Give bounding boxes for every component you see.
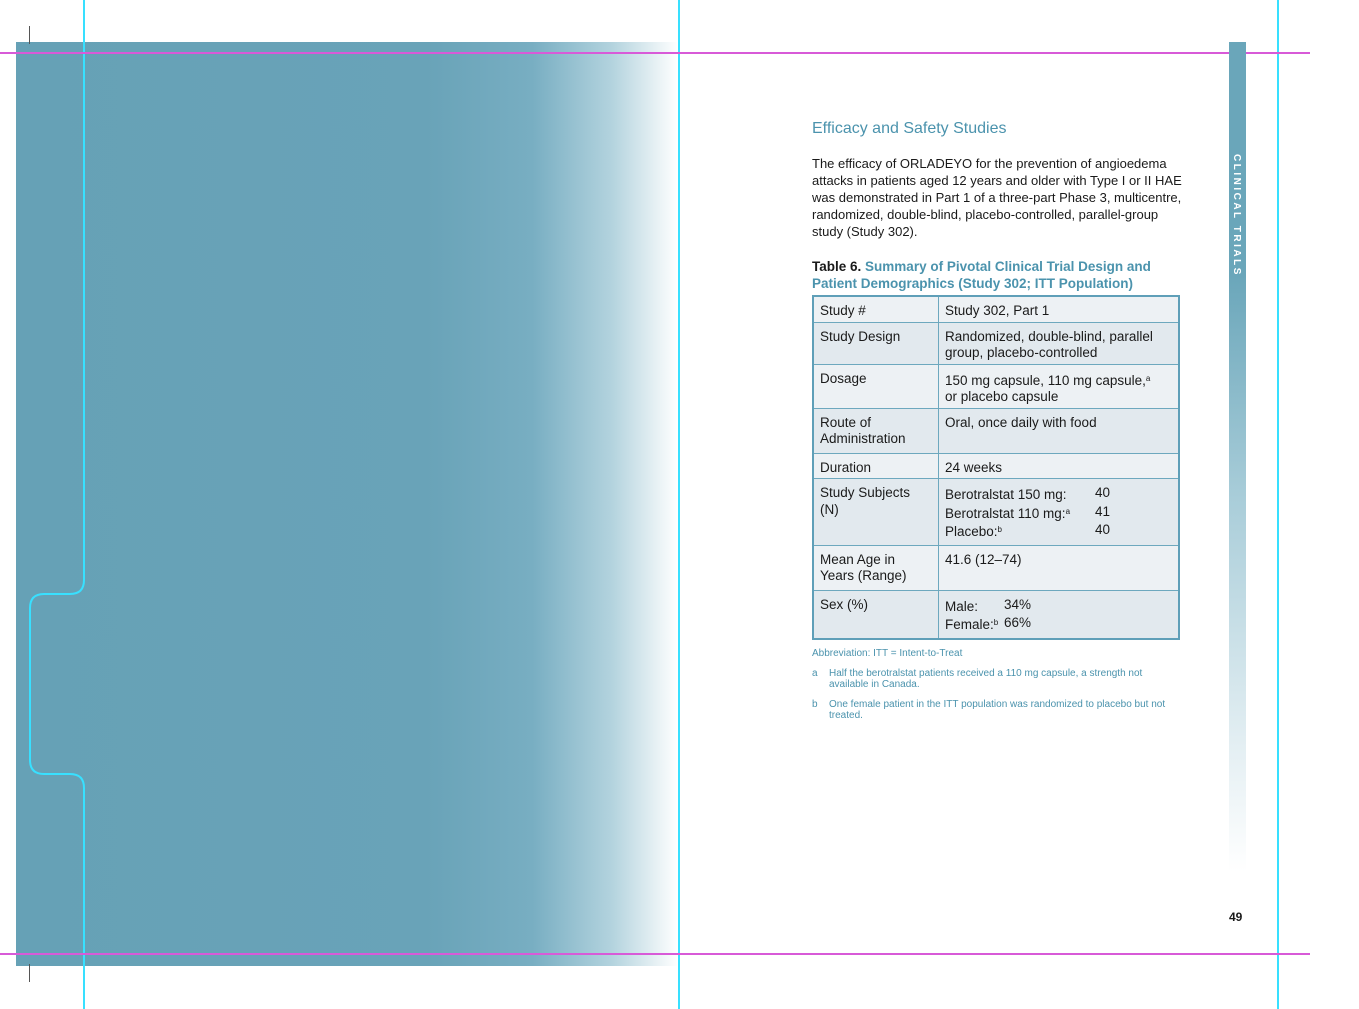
guide-line-right xyxy=(1277,0,1279,1009)
sex-value: 66% xyxy=(1004,615,1032,630)
footnote-mark: a xyxy=(1065,506,1071,516)
row-value: Oral, once daily with food xyxy=(939,408,1180,453)
row-label: Dosage xyxy=(813,364,939,408)
footnote-mark: a xyxy=(1145,373,1151,383)
side-tab-label: CLINICAL TRIALS xyxy=(1231,154,1242,277)
sex-line xyxy=(945,615,1172,634)
row-label: Duration xyxy=(813,453,939,479)
table-row xyxy=(813,364,1179,408)
footnote-mark: a xyxy=(812,667,818,679)
tab-outline-shape xyxy=(0,0,120,1009)
row-label: Study Subjects (N) xyxy=(813,479,939,546)
main-content xyxy=(812,120,1182,730)
table-row xyxy=(813,322,1179,364)
table-row xyxy=(813,408,1179,453)
row-label: Mean Age in Years (Range) xyxy=(813,545,939,590)
trial-design-table xyxy=(812,295,1180,640)
page-number: 49 xyxy=(1229,910,1243,924)
subjects-line xyxy=(945,522,1172,541)
guide-line-top xyxy=(0,52,1310,54)
row-value: 24 weeks xyxy=(939,453,1180,479)
row-label: Study # xyxy=(813,296,939,322)
table-row xyxy=(813,590,1179,639)
row-label: Study Design xyxy=(813,322,939,364)
subjects-line xyxy=(945,485,1172,504)
row-value: Randomized, double-blind, parallel group, placebo-controlled xyxy=(939,322,1180,364)
footnote xyxy=(812,699,1182,721)
table-number: Table 6. xyxy=(812,259,862,274)
row-label: Sex (%) xyxy=(813,590,939,639)
subjects-label: Berotralstat 150 mg: xyxy=(945,487,1067,502)
table-notes xyxy=(812,648,1182,721)
row-value: Study 302, Part 1 xyxy=(939,296,1180,322)
subjects-line xyxy=(945,504,1172,523)
subjects-label: Placebo: xyxy=(945,524,998,539)
crop-mark-bottom xyxy=(29,964,30,982)
row-value xyxy=(939,590,1180,639)
dosage-line-2: or placebo capsule xyxy=(945,389,1059,404)
intro-paragraph: The efficacy of ORLADEYO for the prevention of angioedema attacks in patients aged 12 years and older with Type I or II HAE was demonstrated in Part 1 of a three-part Phase 3, multicentre, randomized, double-blind, placebo-controlled, parallel-group study (Study 302). xyxy=(812,156,1182,239)
row-value: 41.6 (12–74) xyxy=(939,545,1180,590)
table-row xyxy=(813,545,1179,590)
row-value xyxy=(939,364,1180,408)
section-heading: Efficacy and Safety Studies xyxy=(812,120,1007,137)
footnote-mark: b xyxy=(993,618,999,627)
subjects-value: 40 xyxy=(1095,485,1111,500)
footnote-mark: b xyxy=(997,525,1002,534)
footnote-text: Half the berotralstat patients received a 110 mg capsule, a strength not available in Canada. xyxy=(829,667,1143,690)
subjects-value: 41 xyxy=(1095,503,1111,519)
abbreviation-note: Abbreviation: ITT = Intent-to-Treat xyxy=(812,647,963,659)
table-row xyxy=(813,479,1179,546)
footnote-text: One female patient in the ITT population was randomized to placebo but not treated. xyxy=(829,698,1166,721)
dosage-line-1: 150 mg capsule, 110 mg capsule, xyxy=(945,372,1146,388)
sex-line xyxy=(945,597,1172,616)
crop-mark-top xyxy=(29,26,30,44)
footnote-mark: b xyxy=(812,698,818,710)
row-label: Route of Administration xyxy=(813,408,939,453)
footnote xyxy=(812,668,1182,690)
row-value xyxy=(939,479,1180,546)
table-row xyxy=(813,453,1179,479)
guide-line-bottom xyxy=(0,953,1310,955)
table-row xyxy=(813,296,1179,322)
sex-value: 34% xyxy=(1004,596,1032,612)
table-title: Summary of Pivotal Clinical Trial Design and Patient Demographics (Study 302; ITT Population) xyxy=(812,259,1151,291)
sex-label: Male: xyxy=(945,598,979,614)
subjects-value: 40 xyxy=(1095,522,1111,537)
guide-line-center xyxy=(678,0,680,1009)
sex-label: Female: xyxy=(945,617,994,632)
subjects-label: Berotralstat 110 mg: xyxy=(945,505,1066,521)
table-caption xyxy=(812,258,1182,292)
